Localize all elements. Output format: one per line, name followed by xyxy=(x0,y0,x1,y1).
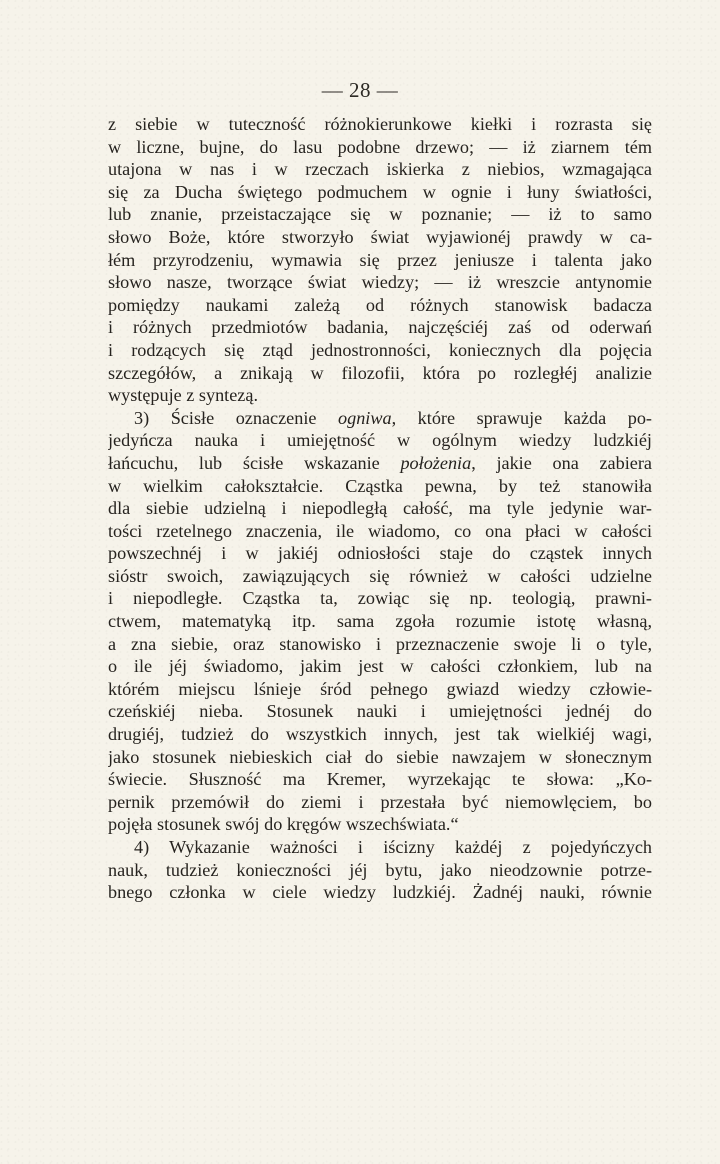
text-line: bnego członka w ciele wiedzy ludzkiéj. Żadnéj nauki, równie xyxy=(108,882,652,903)
page-number: — 28 — xyxy=(321,78,399,102)
text-line: powszechnéj i w jakiéj odniosłości staje do cząstek innych xyxy=(108,543,652,564)
text-line: jako stosunek niebieskich ciał do siebie nawzajem w słonecznym xyxy=(108,746,652,767)
italic-term: położenia xyxy=(400,452,472,473)
text-segment: , jakie ona zabiera xyxy=(471,452,652,473)
text-line: z siebie w tuteczność różnokierunkowe kiełki i rozrasta się xyxy=(108,114,652,134)
text-segment: , które sprawuje każda po- xyxy=(391,407,652,428)
text-line: drugiéj, tudzież do wszystkich innych, jest tak wielkiéj wagi, xyxy=(108,724,652,745)
text-line: i rodzących się ztąd jednostronności, koniecznych dla pojęcia xyxy=(108,339,652,360)
text-line: dla siebie udzielną i niepodległą całość, ma tyle jedynie war- xyxy=(108,498,652,519)
text-line: występuje z syntezą. xyxy=(108,385,258,406)
text-line: szczegółów, a znikają w filozofii, która po rozległéj analizie xyxy=(108,362,652,383)
text-line: pernik przemówił do ziemi i przestała być niemowlęciem, bo xyxy=(108,791,652,812)
body-text xyxy=(108,113,652,904)
text-line: tości rzetelnego znaczenia, ile wiadomo, co ona płaci w całości xyxy=(108,520,652,541)
text-segment: łańcuchu, lub ścisłe wskazanie xyxy=(108,452,401,473)
text-line: i niepodległe. Cząstka ta, zowiąc się np. teologią, prawni- xyxy=(108,588,652,609)
text-line: czeńskiéj nieba. Stosunek nauki i umiejętności jednéj do xyxy=(108,701,652,722)
text-line: się za Ducha świętego podmuchem w ognie i łuny światłości, xyxy=(108,181,652,202)
text-line: utajona w nas i w rzeczach iskierka z niebios, wzmagająca xyxy=(108,159,652,180)
italic-term: ogniwa xyxy=(338,407,392,428)
text-line: lub znanie, przeistaczające się w poznanie; — iż to samo xyxy=(108,204,652,225)
text-line: słowo nasze, tworzące świat wiedzy; — iż wreszcie antynomie xyxy=(108,272,652,293)
text-line: łém przyrodzeniu, wymawia się przez jeniusze i talenta jako xyxy=(108,249,652,270)
text-line: a zna siebie, oraz stanowisko i przeznaczenie swoje li o tyle, xyxy=(108,633,652,654)
text-line: i różnych przedmiotów badania, najczęściéj zaś od oderwań xyxy=(108,317,652,338)
text-line: nauk, tudzież konieczności jéj bytu, jako nieodzownie potrze- xyxy=(108,859,652,880)
text-line: w liczne, bujne, do lasu podobne drzewo; — iż ziarnem tém xyxy=(108,136,652,157)
text-line: świecie. Słuszność ma Kremer, wyrzekając te słowa: „Ko- xyxy=(108,769,652,790)
text-line: 4) Wykazanie ważności i iścizny każdéj z pojedyńczych xyxy=(134,837,652,857)
text-segment: 3) Ścisłe oznaczenie xyxy=(134,407,339,428)
text-line: pomiędzy naukami zależą od różnych stanowisk badacza xyxy=(108,294,652,315)
text-line: którém miejscu lśnieje śród pełnego gwiazd wiedzy człowie- xyxy=(108,678,652,699)
text-line xyxy=(108,452,652,475)
text-line: słowo Boże, które stworzyło świat wyjawionéj prawdy w ca- xyxy=(108,226,652,247)
text-line: sióstr swoich, zawiązujących się również w całości udzielne xyxy=(108,565,652,586)
text-line: jedyńcza nauka i umiejętność w ogólnym wiedzy ludzkiéj xyxy=(108,430,652,451)
text-line: pojęła stosunek swój do kręgów wszechświata.“ xyxy=(108,814,459,835)
text-line: o ile jéj świadomo, jakim jest w całości członkiem, lub na xyxy=(108,656,652,677)
text-line xyxy=(108,407,652,430)
text-line: w wielkim całokształcie. Cząstka pewna, by też stanowiła xyxy=(108,475,652,496)
text-line: ctwem, matematyką itp. sama zgoła rozumie istotę własną, xyxy=(108,611,652,632)
